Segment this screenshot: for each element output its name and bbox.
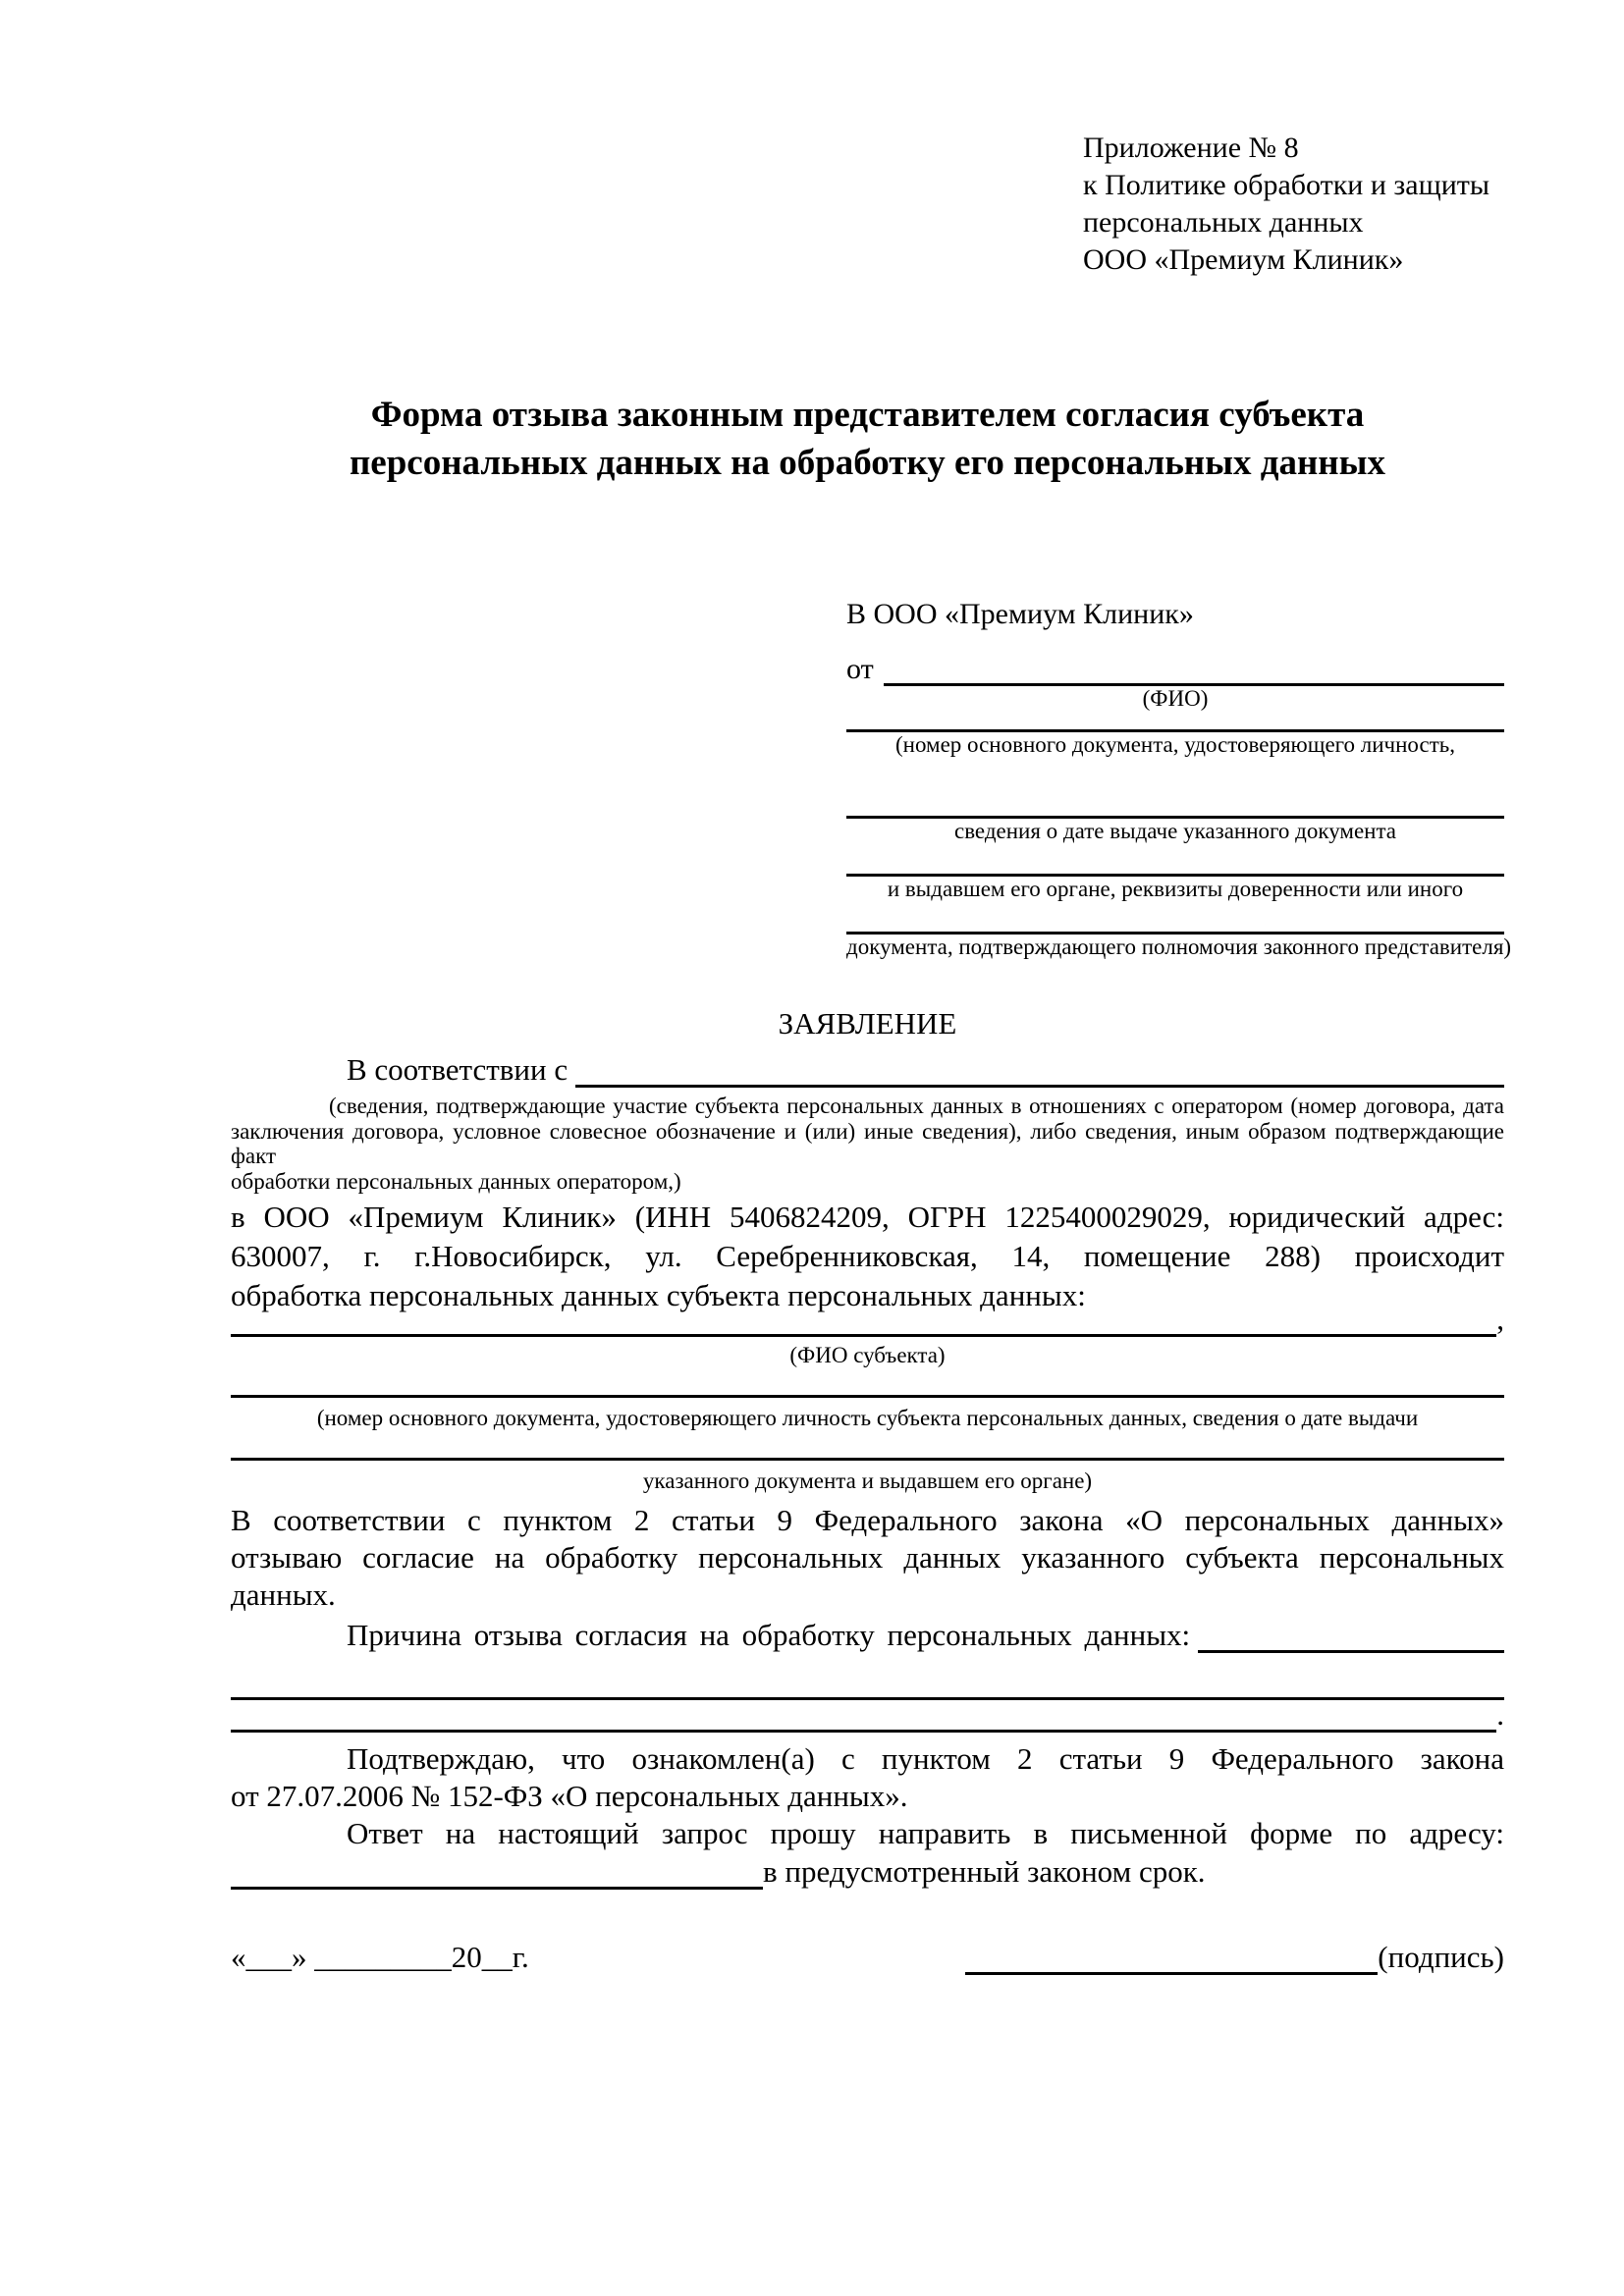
appendix-note-line: к Политике обработки и защиты	[1083, 169, 1490, 201]
reason-label: Причина отзыва согласия на обработку персональных данных:	[347, 1618, 1191, 1652]
signature-area	[965, 1940, 1504, 1975]
reason-row	[231, 1614, 1504, 1653]
intro-caption-line: обработки персональных данных оператором,)	[231, 1168, 681, 1194]
withdrawal-paragraph	[231, 1502, 1504, 1614]
reply-tail: в предусмотренный законом срок.	[763, 1854, 1206, 1889]
operator-paragraph	[231, 1198, 1504, 1315]
fio-caption: (ФИО)	[1142, 686, 1209, 711]
reply-address-row	[231, 1852, 1504, 1890]
intro-label: В соответствии с	[347, 1052, 568, 1087]
addressee-organization: В ООО «Премиум Клиник»	[846, 598, 1194, 630]
date-blank: «___» _________20__г.	[231, 1940, 529, 1974]
representative-authority-caption: документа, подтверждающего полномочия законного представителя)	[846, 934, 1512, 959]
trailing-comma: ,	[1496, 1302, 1504, 1336]
signature-caption: (подпись)	[1378, 1940, 1504, 1974]
acknowledge-paragraph-line: Подтверждаю, что ознакомлен(а) с пунктом 2 статьи 9 Федерального закона	[347, 1741, 1504, 1776]
address-blank-line	[231, 1887, 763, 1890]
representative-authority-blank-line	[846, 902, 1504, 934]
appendix-note	[1083, 130, 1489, 279]
intro-caption-line: (сведения, подтверждающие участие субъекта персональных данных в отношениях с оператором (номер договора, дата	[329, 1094, 1504, 1118]
operator-paragraph-line: в ООО «Премиум Клиник» (ИНН 5406824209, ОГРН 1225400029029, юридический адрес:	[231, 1200, 1504, 1234]
withdrawal-paragraph-line: отзываю согласие на обработку персональных данных указанного субъекта персональных	[231, 1540, 1504, 1575]
withdrawal-paragraph-line: В соответствии с пунктом 2 статьи 9 Федерального закона «О персональных данных»	[231, 1503, 1504, 1537]
intro-row	[231, 1050, 1504, 1088]
operator-paragraph-line: 630007, г. г.Новосибирск, ул. Серебренниковская, 14, помещение 288) происходит	[231, 1239, 1504, 1273]
issue-date-caption: сведения о дате выдаче указанного документа	[953, 819, 1397, 843]
acknowledge-paragraph	[231, 1740, 1504, 1815]
trailing-period: .	[1496, 1697, 1504, 1732]
subject-document-caption-2: указанного документа и выдавшем его органе)	[642, 1468, 1093, 1493]
subject-fio-blank-line	[231, 1334, 1496, 1337]
document-title-wrap	[231, 391, 1504, 487]
intro-caption-line: заключения договора, условное словесное обозначение и (или) иные сведения), либо сведения, иным образом подтверждающие факт	[231, 1118, 1504, 1168]
signature-blank-line	[965, 1972, 1378, 1975]
document-title: Форма отзыва законным представителем согласия субъекта персональных данных на обработку его персональных данных	[349, 395, 1385, 483]
subject-document-blank-line-2	[231, 1431, 1504, 1461]
addressee-block	[846, 594, 1512, 960]
issuing-authority-blank-line	[846, 844, 1504, 877]
reply-request-line: Ответ на настоящий запрос прошу направить в письменной форме по адресу:	[347, 1816, 1504, 1850]
issuing-authority-caption: и выдавшем его органе, реквизиты доверенности или иного	[887, 877, 1464, 901]
subject-document-blank-line	[231, 1368, 1504, 1398]
statement-heading: ЗАЯВЛЕНИЕ	[778, 1006, 957, 1041]
intro-blank-line	[575, 1085, 1504, 1088]
appendix-note-line: персональных данных	[1083, 206, 1364, 239]
from-label: от	[846, 653, 874, 685]
withdrawal-paragraph-line: данных.	[231, 1577, 336, 1612]
document-number-blank-line	[846, 712, 1504, 732]
reason-blank-line	[1198, 1650, 1504, 1653]
reason-continuation-blank-line-2	[231, 1730, 1496, 1733]
intro-caption	[231, 1094, 1504, 1194]
reason-continuation-blank-line	[231, 1665, 1504, 1700]
acknowledge-paragraph-line: от 27.07.2006 № 152-ФЗ «О персональных данных».	[231, 1779, 908, 1813]
appendix-note-line: Приложение № 8	[1083, 132, 1299, 164]
reason-continuation-row	[231, 1697, 1504, 1733]
appendix-note-line: ООО «Премиум Клиник»	[1083, 243, 1404, 276]
subject-document-caption: (номер основного документа, удостоверяющего личность субъекта персональных данных, сведения о дате выдачи	[316, 1406, 1419, 1430]
subject-fio-row	[231, 1302, 1504, 1337]
date-signature-row	[231, 1934, 1504, 1975]
operator-paragraph-line: обработка персональных данных субъекта персональных данных:	[231, 1278, 1086, 1312]
subject-fio-caption: (ФИО субъекта)	[789, 1343, 946, 1367]
statement-section	[231, 1003, 1504, 1890]
document-number-caption: (номер основного документа, удостоверяющего личность,	[894, 732, 1455, 757]
issue-date-blank-line	[846, 758, 1504, 819]
from-row	[846, 643, 1504, 686]
